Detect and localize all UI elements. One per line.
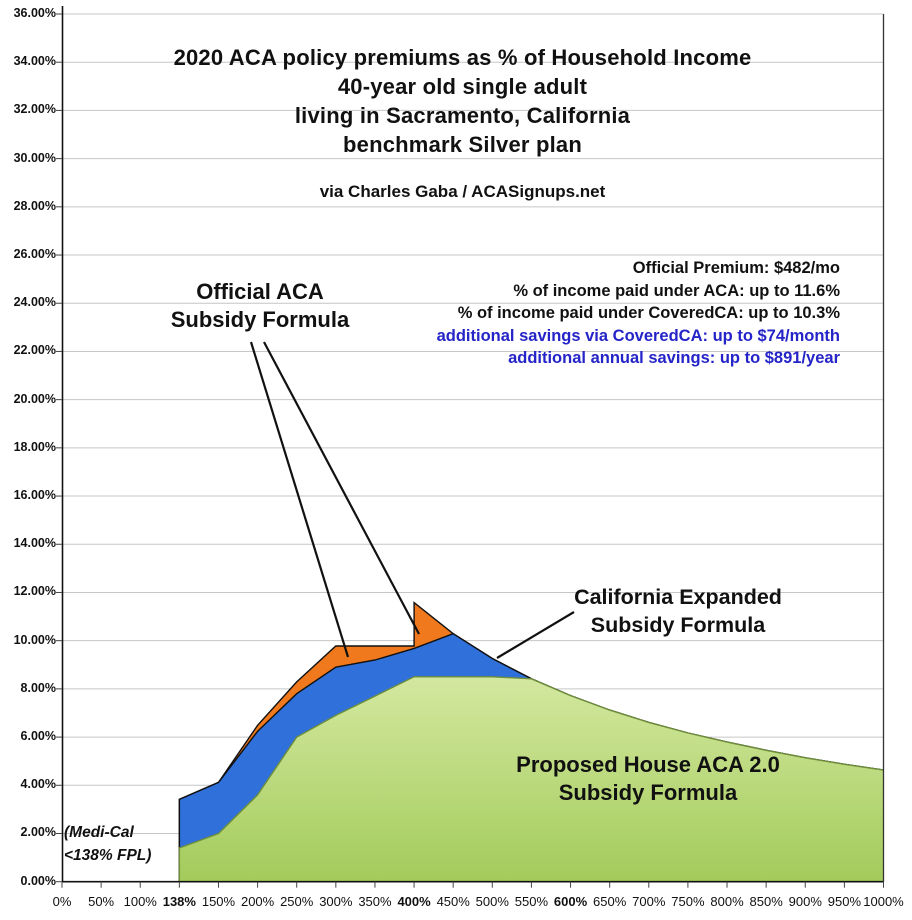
y-axis-label: 16.00% — [13, 488, 56, 503]
x-axis-label: 250% — [280, 894, 314, 909]
callout-california-expanded — [550, 583, 806, 639]
x-axis-label: 550% — [514, 894, 549, 909]
credit-line: via Charles Gaba / ACASignups.net — [319, 182, 606, 201]
x-axis-label: 750% — [671, 894, 705, 909]
stat-line-2: % of income paid under ACA: up to 11.6% — [513, 281, 840, 300]
callout-california-line1: California Expanded — [574, 585, 782, 609]
y-axis-label: 20.00% — [13, 391, 56, 406]
y-axis-label: 18.00% — [13, 439, 56, 454]
callout-line-1 — [264, 342, 419, 634]
y-axis-label: 6.00% — [20, 729, 56, 744]
stat-line-1: Official Premium: $482/mo — [632, 259, 840, 277]
x-axis-label: 1000% — [863, 894, 904, 909]
x-axis-label: 350% — [358, 894, 392, 909]
x-axis-label: 300% — [319, 894, 353, 909]
y-axis-label: 28.00% — [13, 198, 56, 213]
stat-line-5: additional annual savings: up to $891/year — [508, 349, 840, 368]
y-axis-label: 36.00% — [13, 6, 56, 20]
y-axis-label: 22.00% — [13, 343, 56, 358]
x-axis-label: 138% — [162, 894, 196, 909]
y-axis-label: 32.00% — [13, 102, 56, 117]
x-axis-label: 900% — [788, 894, 822, 909]
y-axis-label: 24.00% — [13, 295, 56, 310]
x-axis-label: 200% — [240, 894, 275, 909]
callout-official-aca-line1: Official ACA — [196, 279, 324, 304]
callout-house-line2: Subsidy Formula — [558, 780, 738, 805]
premium-stats-block — [437, 257, 840, 370]
x-axis-label: 450% — [436, 894, 470, 909]
title-line-4: benchmark Silver plan — [343, 132, 582, 157]
callout-official-aca-line2: Subsidy Formula — [170, 307, 350, 332]
x-axis-label: 50% — [88, 894, 115, 909]
y-axis-label: 8.00% — [20, 680, 56, 695]
callout-official-aca — [140, 278, 380, 334]
callout-medical-line1: (Medi-Cal — [64, 824, 134, 841]
y-axis-label: 12.00% — [13, 584, 56, 599]
callout-california-line2: Subsidy Formula — [590, 613, 766, 637]
x-axis-label: 150% — [201, 894, 236, 909]
x-axis-label: 850% — [749, 894, 783, 909]
y-axis-label: 2.00% — [20, 825, 56, 840]
title-line-2: 40-year old single adult — [337, 74, 588, 99]
y-axis-label: 26.00% — [13, 247, 56, 262]
x-axis-label: 950% — [827, 894, 861, 909]
y-axis-label: 34.00% — [13, 54, 56, 69]
y-axis-label: 14.00% — [13, 536, 56, 551]
x-axis-label: 650% — [593, 894, 627, 909]
x-axis-label: 0% — [52, 894, 72, 909]
x-axis-label: 500% — [475, 894, 509, 909]
title-line-1: 2020 ACA policy premiums as % of Household Income — [173, 45, 752, 70]
callout-house-line1: Proposed House ACA 2.0 — [516, 752, 780, 777]
y-axis-label: 10.00% — [13, 632, 56, 647]
x-axis-label: 100% — [123, 894, 157, 909]
x-axis-label: 600% — [553, 894, 588, 909]
callout-line-0 — [251, 342, 348, 657]
stat-line-3: % of income paid under CoveredCA: up to 10.3% — [457, 304, 840, 323]
stat-line-4: additional savings via CoveredCA: up to $74/month — [436, 326, 840, 345]
callout-medical-note — [64, 821, 176, 867]
callout-medical-line2: <138% FPL) — [64, 847, 152, 864]
x-axis-label: 700% — [632, 894, 666, 909]
callout-house-aca20 — [478, 751, 818, 807]
chart-title — [10, 43, 912, 159]
y-axis-label: 30.00% — [13, 150, 56, 165]
x-axis-label: 400% — [397, 894, 431, 909]
y-axis-label: 4.00% — [20, 777, 56, 792]
x-axis-label: 800% — [710, 894, 744, 909]
title-line-3: living in Sacramento, California — [294, 103, 631, 128]
y-axis-label: 0.00% — [20, 873, 56, 888]
